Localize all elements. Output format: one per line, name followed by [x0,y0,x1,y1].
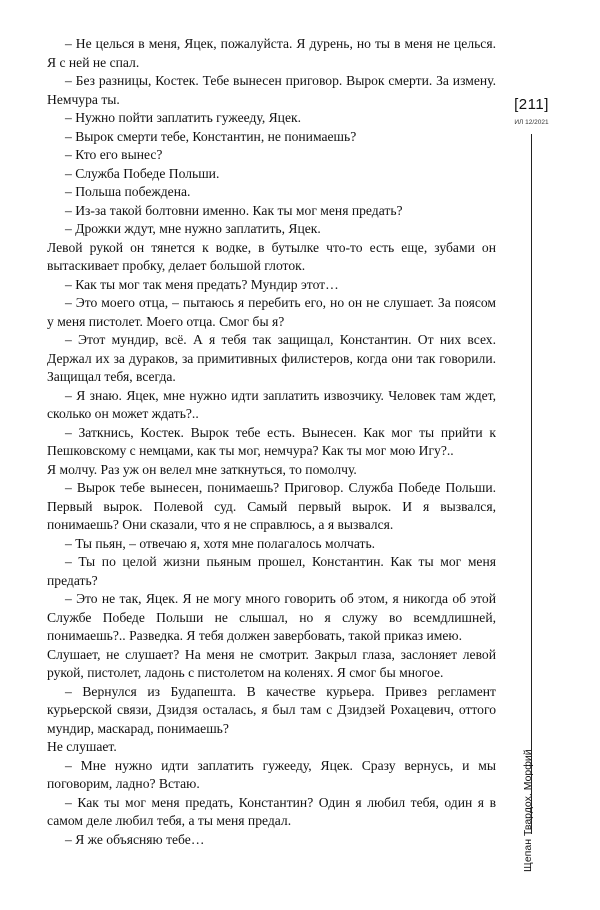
paragraph: – Нужно пойти заплатить гужееду, Яцек. [65,110,301,125]
paragraph: – Я же объясняю тебе… [65,831,205,847]
paragraph: – Из-за такой болтовни именно. Как ты мог меня предать? [65,202,403,218]
paragraph: – Как ты мог так меня предать? Мундир этот… [65,276,339,292]
paragraph: – Как ты мог меня предать, Константин? Один я любил тебя, один я в самом деле любил тебя, а ты меня предал. [47,794,496,828]
page-number: [211] [514,96,549,113]
paragraph: – Служба Победе Польши. [65,165,220,181]
paragraph: – Вырок тебе вынесен, понимаешь? Приговор. Служба Победе Польши. Первый вырок. Полевой суд. Самый первый вырок. И я вызвался, понимаешь? Они сказали, что я не справлюсь, а я вызвался. [47,480,496,532]
paragraph: – Вырок смерти тебе, Константин, не понимаешь? [65,128,357,144]
paragraph: – Не целься в меня, Яцек, пожалуйста. Я дурень, но ты в меня не целься. Я с ней не спал. [47,36,496,70]
paragraph: – Этот мундир, всё. А я тебя так защищал, Константин. От них всех. Держал их за дураков, за примитивных филистеров, когда они так говорили. Защищал тебя, всегда. [47,332,496,384]
paragraph: – Кто его вынес? [65,147,163,162]
paragraph: – Ты пьян, – отвечаю я, хотя мне полагалось молчать. [65,535,376,551]
paragraph: Слушает, не слушает? На меня не смотрит. Закрыл глаза, заслоняет левой рукой, пистолет, ладонь с пистолетом на коленях. Я смог бы многое. [47,646,496,680]
paragraph: – Вернулся из Будапешта. В качестве курьера. Привез регламент курьерской связи, Дзидзя осталась, я был там с Дзидзей Рохацевич, оттого мундир, маскарад, понимаешь? [47,683,496,736]
margin-rule [531,134,532,834]
paragraph: Левой рукой он тянется к водке, в бутылке что-то есть еще, зубами он вытаскивает пробку, делает большой глоток. [47,239,496,273]
journal-issue: ИЛ 12/2021 [514,119,549,126]
body-text [47,35,496,849]
page-number-value: 211 [518,96,545,113]
paragraph: – Я знаю. Яцек, мне нужно идти заплатить извозчику. Человек там ждет, сколько он может ждать?.. [47,387,496,421]
paragraph: – Без разницы, Костек. Тебе вынесен приговор. Вырок смерти. За измену. Немчура ты. [47,73,496,107]
paragraph: Я молчу. Раз уж он велел мне заткнуться, то помолчу. [47,461,357,477]
paragraph: – Это моего отца, – пытаюсь я перебить его, но он не слушает. За поясом у меня пистолет. Моего отца. Смог бы я? [47,295,496,329]
running-head: Щепан Твардох. Морфий [522,749,534,872]
paragraph: – Заткнись, Костек. Вырок тебе есть. Вынесен. Как мог ты прийти к Пешковскому с немцами, как ты мог, немчура? Как ты мог мою Игу?.. [47,424,496,458]
paragraph: – Дрожки ждут, мне нужно заплатить, Яцек. [65,221,321,236]
paragraph: – Мне нужно идти заплатить гужееду, Яцек. Сразу вернусь, и мы поговорим, ладно? Встаю. [47,757,496,791]
paragraph: – Это не так, Яцек. Я не могу много говорить об этом, я никогда об этой Службе Победе Польши не слышал, но я служу во всемдлишней, понимаешь?.. Разведка. Я тебя должен завербовать, такой приказ имею. [47,591,496,643]
paragraph: – Ты по целой жизни пьяным прошел, Константин. Как ты мог меня предать? [47,554,496,588]
paragraph: – Польша побеждена. [65,184,191,199]
paragraph: Не слушает. [47,739,117,754]
